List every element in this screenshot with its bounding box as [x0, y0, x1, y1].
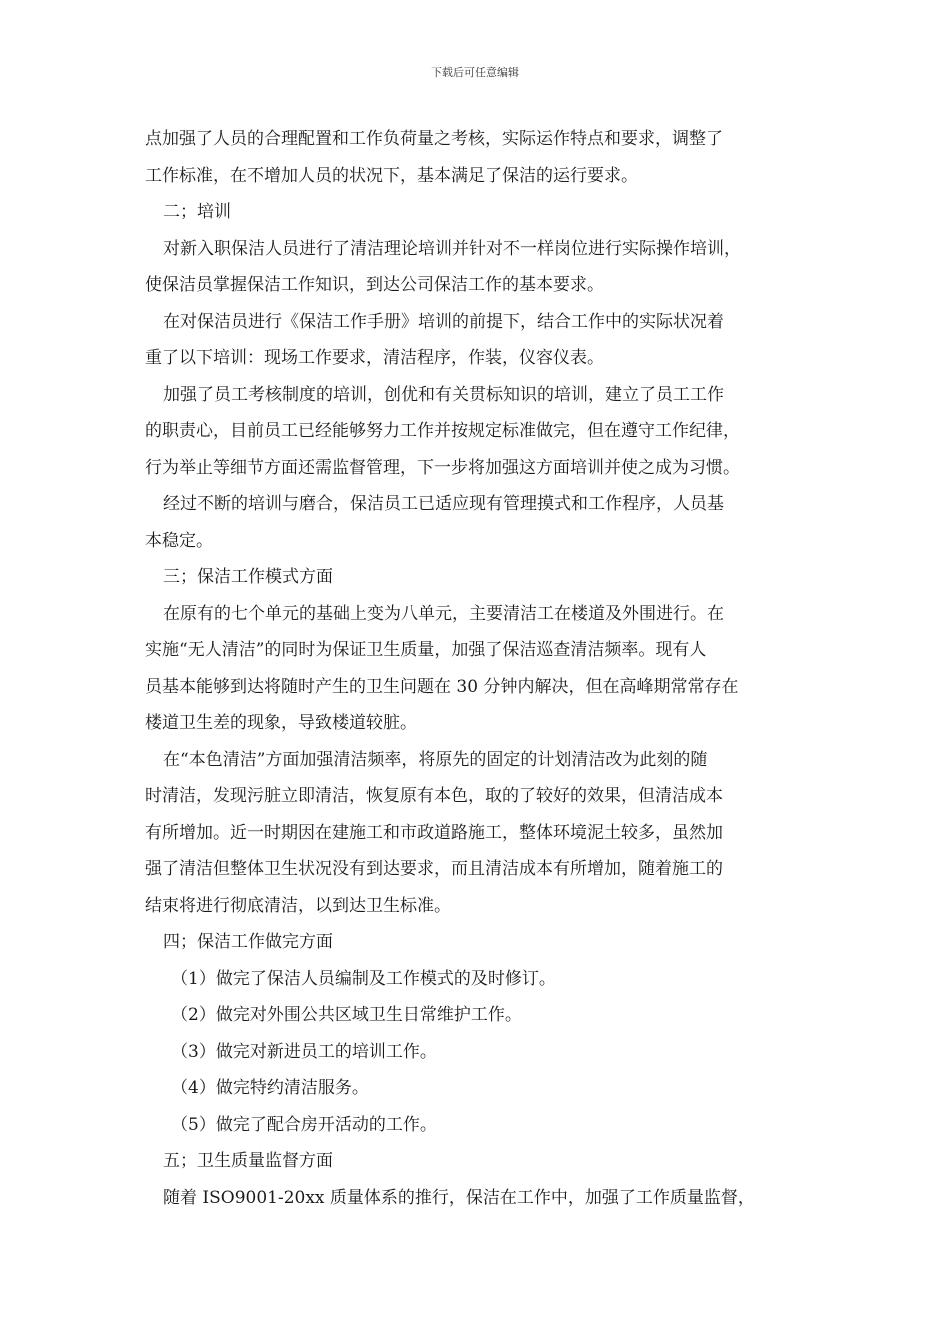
text-line: （5）做完了配合房开活动的工作。	[171, 1114, 437, 1135]
text-line: 三；保洁工作模式方面	[163, 567, 333, 587]
text-line: 工作标准，在不增加人员的状况下，基本满足了保洁的运行要求。	[145, 165, 638, 186]
text-line: 员基本能够到达将随时产生的卫生问题在 30 分钟内解决，但在高峰期常常存在	[145, 676, 739, 697]
text-line: 使保洁员掌握保洁工作知识，到达公司保洁工作的基本要求。	[145, 275, 604, 295]
text-line: 有所增加。近一时期因在建施工和市政道路施工，整体环境泥土较多，虽然加	[145, 822, 723, 843]
text-line: 行为举止等细节方面还需监督管理，下一步将加强这方面培训并使之成为习惯。	[145, 457, 740, 478]
text-line: 经过不断的培训与磨合，保洁员工已适应现有管理摸式和工作程序，人员基	[163, 494, 724, 514]
text-line: （2）做完对外围公共区域卫生日常维护工作。	[171, 1005, 522, 1025]
text-line: 在对保洁员进行《保洁工作手册》培训的前提下，结合工作中的实际状况着	[163, 311, 724, 332]
text-line: 四；保洁工作做完方面	[163, 932, 333, 952]
page-header: 下载后可任意编辑	[431, 66, 519, 79]
text-line: 五；卫生质量监督方面	[163, 1151, 333, 1171]
text-line: （1）做完了保洁人员编制及工作模式的及时修订。	[171, 968, 556, 989]
text-line: 楼道卫生差的现象，导致楼道较脏。	[145, 713, 417, 733]
text-line: 结束将进行彻底清洁，以到达卫生标准。	[145, 895, 451, 916]
text-line: 加强了员工考核制度的培训，创优和有关贯标知识的培训，建立了员工工作	[163, 384, 724, 405]
text-line: 对新入职保洁人员进行了清洁理论培训并针对不一样岗位进行实际操作培训，	[163, 238, 741, 259]
text-line: 二；培训	[163, 202, 231, 222]
text-line: 本稳定。	[145, 530, 213, 551]
text-line: 实施“无人清洁”的同时为保证卫生质量，加强了保洁巡查清洁频率。现有人	[145, 640, 707, 660]
text-line: 随着 ISO9001-20xx 质量体系的推行，保洁在工作中，加强了工作质量监督，	[163, 1187, 755, 1208]
text-line: 强了清洁但整体卫生状况没有到达要求，而且清洁成本有所增加，随着施工的	[145, 859, 723, 879]
text-line: 在“本色清洁”方面加强清洁频率，将原先的固定的计划清洁改为此刻的随	[163, 749, 708, 770]
text-line: 在原有的七个单元的基础上变为八单元，主要清洁工在楼道及外围进行。在	[163, 603, 724, 624]
text-line: 的职责心，目前员工已经能够努力工作并按规定标准做完，但在遵守工作纪律，	[145, 421, 740, 441]
text-line: 重了以下培训：现场工作要求，清洁程序，作装，仪容仪表。	[145, 348, 604, 368]
text-line: 时清洁，发现污脏立即清洁，恢复原有本色，取的了较好的效果，但清洁成本	[145, 786, 723, 806]
text-line: （4）做完特约清洁服务。	[171, 1078, 369, 1098]
text-line: （3）做完对新进员工的培训工作。	[171, 1041, 437, 1062]
document-body	[145, 121, 815, 1216]
text-line: 点加强了人员的合理配置和工作负荷量之考核，实际运作特点和要求，调整了	[145, 129, 723, 149]
